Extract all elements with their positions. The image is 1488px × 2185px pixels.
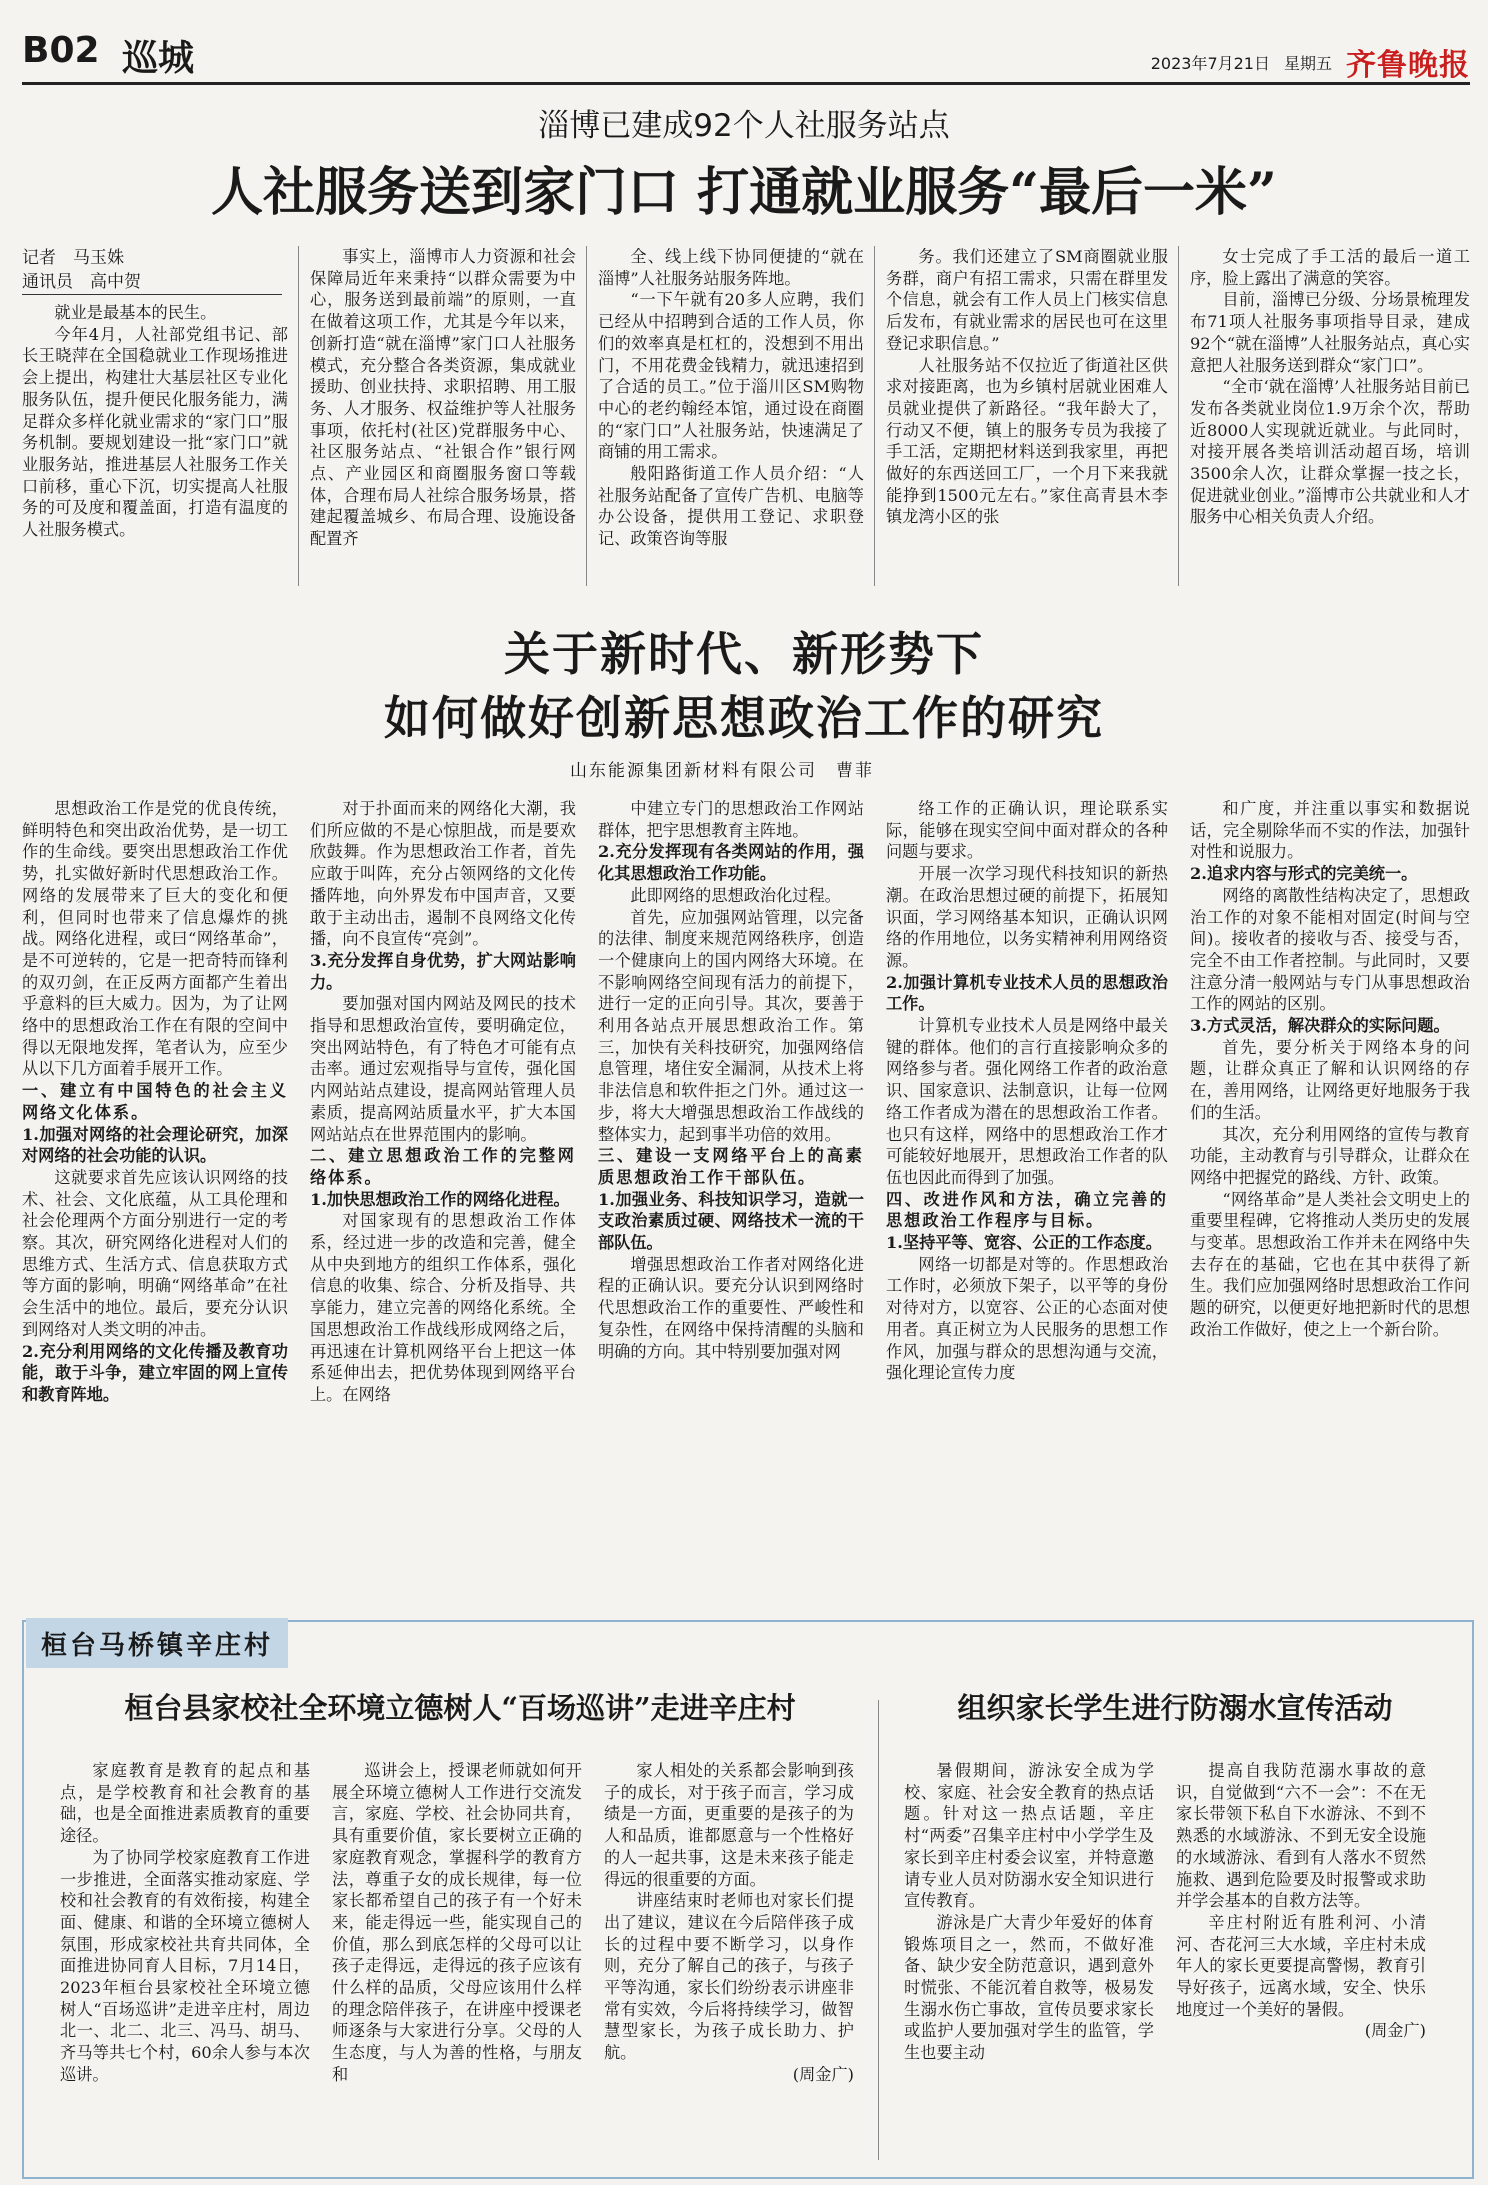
paragraph: 游泳是广大青少年爱好的体育锻炼项目之一，然而，不做好准备、缺少安全防范意识，遇到意外时慌张、不能沉着自救等，极易发生溺水伤亡事故，宣传员要求家长或监护人要加强对学生的监管，学生也要主动 (904, 1912, 1154, 2063)
paragraph: 就业是最基本的民生。 (54, 303, 217, 322)
paragraph: 中建立专门的思想政治工作网站群体，把宇思想教育主阵地。 (598, 799, 864, 840)
subheading: 2.充分发挥现有各类网站的作用，强化其思想政治工作功能。 (598, 842, 864, 884)
paragraph: 务。我们还建立了SM商圈就业服务群，商户有招工需求，只需在群里发个信息，就会有工作人员上门核实信息后发布，有就业需求的居民也可在这里登记求职信息。” (886, 247, 1168, 353)
article2-column-3 (598, 798, 864, 1590)
box-left-column-2 (332, 1760, 582, 2158)
article-signature: (周金广) (792, 2064, 854, 2084)
paragraph: 事实上，淄博市人力资源和社会保障局近年来秉持“以群众需要为中心，服务送到最前端”的原则，一直在做着这项工作，尤其是今年以来，创新打造“就在淄博”家门口人社服务模式，充分整合各类资源，集成就业援助、创业扶持、求职招聘、用工服务、人才服务、权益维护等人社服务事项，依托村(社区)党群服务中心、社区服务站点、“社银合作”银行网点、产业园区和商圈服务窗口等载体，合理布局人社综合服务场景，搭建起覆盖城乡、布局合理、设施设备配置齐 (310, 247, 576, 549)
subheading: 三、建设一支网络平台上的高素质思想政治工作干部队伍。 (598, 1146, 864, 1187)
subheading: 四、改进作风和方法，确立完善的思想政治工作程序与目标。 (886, 1189, 1168, 1231)
paragraph: 辛庄村附近有胜利河、小清河、杏花河三大水域，辛庄村未成年人的家长更要提高警惕，教育引导好孩子，远离水域，安全、快乐地度过一个美好的暑假。 (1176, 1912, 1426, 2019)
subheading: 1.加快思想政治工作的网络化进程。 (310, 1189, 570, 1209)
article2-author: 山东能源集团新材料有限公司 曹菲 (570, 761, 874, 781)
paragraph: 人社服务站不仅拉近了街道社区供求对接距离，也为乡镇村居就业困难人员就业提供了新路径。“我年龄大了，行动又不便，镇上的服务专员为我接了手工活，定期把材料送到我家里，再把做好的东西送回工厂，一个月下来我就能挣到1500元左右。”家住高青县木李镇龙湾小区的张 (886, 355, 1168, 527)
paragraph: 全、线上线下协同便捷的“就在淄博”人社服务站服务阵地。 (598, 247, 864, 288)
byline-reporter: 记者 马玉姝 (22, 248, 124, 268)
paragraph: 首先，应加强网站管理，以完备的法律、制度来规范网络秩序，创造一个健康向上的国内网络大环境。在不影响网络空间现有活力的前提下，进行一定的正向引导。其次，要善于利用各站点开展思想政治工作。第三，加快有关科技研究，加强网络信息管理，堵住安全漏洞，从技术上将非法信息和软件拒之门外。通过这一步，将大大增强思想政治工作战线的整体实力，起到事半功倍的效用。 (598, 907, 864, 1144)
paragraph: 和广度，并注重以事实和数据说话，完全剔除华而不实的作法，加强针对性和说服力。 (1190, 799, 1470, 862)
column-divider (298, 246, 299, 586)
paragraph: 网络的离散性结构决定了，思想政治工作的对象不能相对固定(时间与空间)。接收者的接收与否、接受与否，完全不由工作者控制。与此同时，又要注意分清一般网站与专门从事思想政治工作的网站的区别。 (1190, 885, 1470, 1014)
paragraph: 讲座结束时老师也对家长们提出了建议，建议在今后陪伴孩子成长的过程中要不断学习，以身作则，充分了解自己的孩子，与孩子平等沟通，家长们纷纷表示讲座非常有实效，今后将持续学习，做智慧型家长，为孩子成长助力、护航。 (604, 1891, 854, 2063)
article2-headline-line1: 关于新时代、新形势下 (504, 627, 984, 681)
paper-logo: 齐鲁晚报 (1346, 48, 1470, 83)
paragraph: 家庭教育是教育的起点和基点，是学校教育和社会教育的基础，也是全面推进素质教育的重要途径。 (60, 1761, 310, 1846)
section-name: 巡城 (122, 37, 195, 79)
article2-column-1 (22, 798, 288, 1590)
paragraph: 网络一切都是对等的。作思想政治工作时，必须放下架子，以平等的身份对待对方，以宽容、公正的心态面对使用者。真正树立为人民服务的思想工作作风，加强与群众的思想沟通与交流，强化理论宣传力度 (886, 1254, 1168, 1383)
paragraph: 巡讲会上，授课老师就如何开展全环境立德树人工作进行交流发言，家庭、学校、社会协同共育，具有重要价值，家长要树立正确的家庭教育观念，掌握科学的教育方法，尊重子女的成长规律，每一位家长都希望自己的孩子有一个好未来，能走得远一些，能实现自己的价值，那么到底怎样的父母可以让孩子走得远，走得远的孩子应该有什么样的品质，父母应该用什么样的理念陪伴孩子，在讲座中授课老师逐条与大家进行分享。父母的人生态度，与人为善的性格，与朋友和 (332, 1761, 582, 2084)
box-left-column-3 (604, 1760, 854, 2158)
article1-column-4 (886, 246, 1168, 592)
paragraph: 计算机专业技术人员是网络中最关键的群体。他们的言行直接影响众多的网络参与者。强化网络工作者的政治意识、国家意识、法制意识，让每一位网络工作者成为潜在的思想政治工作者。也只有这样，网络中的思想政治工作才可能较好地展开，思想政治工作者的队伍也因此而得到了加强。 (886, 1016, 1168, 1187)
paragraph: “一下午就有20多人应聘，我们已经从中招聘到合适的工作人员，你们的效率真是杠杠的，没想到不用出门，不用花费金钱精力，就迅速招到了合适的员工。”位于淄川区SM购物中心的老约翰经本馆，通过设在商圈的“家门口”人社服务站，快速满足了商铺的用工需求。 (598, 290, 864, 462)
article1-column-3 (598, 246, 864, 592)
column-divider (1178, 246, 1179, 586)
paragraph: “网络革命”是人类社会文明史上的重要里程碑，它将推动人类历史的发展与变革。思想政治工作并未在网络中失去存在的基础，它也在其中获得了新生。我们应加强网络时思想政治工作问题的研究，以便更好地把新时代的思想政治工作做好，使之上一个新台阶。 (1190, 1189, 1470, 1339)
subheading: 2.追求内容与形式的完美统一。 (1190, 864, 1418, 884)
paragraph: 目前，淄博已分级、分场景梳理发布71项人社服务事项指导目录，建成92个“就在淄博”人社服务站点，真心实意把人社服务送到群众“家门口”。 (1190, 290, 1470, 375)
article2-column-5 (1190, 798, 1470, 1590)
column-divider (586, 246, 587, 586)
page-number: B02 (22, 30, 100, 71)
box-right-headline: 组织家长学生进行防溺水宣传活动 (957, 1691, 1393, 1725)
subheading: 2.充分利用网络的文化传播及教育功能，敢于斗争，建立牢固的网上宣传和教育阵地。 (22, 1341, 288, 1404)
paragraph: “全市‘就在淄博’人社服务站目前已发布各类就业岗位1.9万余个次，帮助近8000人实现就近就业。与此同时，对接开展各类培训活动超百场，培训3500余人次，让群众掌握一技之长，促进就业创业。”淄博市公共就业和人才服务中心相关负责人介绍。 (1190, 377, 1470, 527)
paragraph: 般阳路街道工作人员介绍：“人社服务站配备了宣传广告机、电脑等办公设备，提供用工登记、求职登记、政策咨询等服 (598, 464, 864, 549)
article1-column-1 (22, 302, 288, 592)
article1-headline: 人社服务送到家门口 打通就业服务“最后一米” (211, 162, 1277, 223)
issue-weekday: 星期五 (1283, 53, 1332, 73)
subheading: 二、建立思想政治工作的完整网络体系。 (310, 1146, 576, 1187)
paragraph: 今年4月，人社部党组书记、部长王晓萍在全国稳就业工作现场推进会上提出，构建壮大基层社区专业化服务队伍，提升便民化服务能力，满足群众多样化就业需求的“家门口”服务机制。要规划建设一批“家门口”就业服务站，推进基层人社服务工作关口前移，重心下沉，切实提高人社服务的可及度和覆盖面，打造有温度的人社服务模式。 (22, 324, 288, 540)
box-left-headline: 桓台县家校社全环境立德树人“百场巡讲”走进辛庄村 (124, 1691, 796, 1725)
article2-headline-line2: 如何做好创新思想政治工作的研究 (384, 691, 1104, 745)
paragraph: 此即网络的思想政治化过程。 (630, 885, 841, 905)
paragraph: 提高自我防范溺水事故的意识，自觉做到“六不一会”：不在无家长带领下私自下水游泳、不到不熟悉的水域游泳、不到无安全设施的水域游泳、看到有人落水不贸然施救、遇到危险要及时报警或求助并学会基本的自救方法等。 (1176, 1761, 1426, 1911)
paragraph: 家人相处的关系都会影响到孩子的成长，对于孩子而言，学习成绩是一方面，更重要的是孩子的为人和品质，谁都愿意与一个性格好的人一起共事，这是未来孩子能走得远的很重要的方面。 (604, 1761, 854, 1889)
subheading: 3.方式灵活，解决群众的实际问题。 (1190, 1016, 1450, 1036)
article1-column-2 (310, 246, 576, 592)
paragraph: 这就要求首先应该认识网络的技术、社会、文化底蕴，从工具伦理和社会伦理两个方面分别进行一定的考察。其次，研究网络化进程对人们的思维方式、生活方式、信息获取方式等方面的影响，明确“网络革命”在社会生活中的地位。最后，要充分认识到网络对人类文明的冲击。 (22, 1167, 288, 1339)
paragraph: 要加强对国内网站及网民的技术指导和思想政治宣传，要明确定位，突出网站特色，有了特色才可能有点击率。通过宏观指导与宣传，强化国内网站站点建设，提高网站管理人员素质，提高网站质量水平，扩大本国网站站点在世界范围内的影响。 (310, 994, 576, 1144)
subheading: 1.加强业务、科技知识学习，造就一支政治素质过硬、网络技术一流的干部队伍。 (598, 1189, 864, 1253)
paragraph: 对于扑面而来的网络化大潮，我们所应做的不是心惊胆战，而是要欢欣鼓舞。作为思想政治工作者，首先应敢于叫阵，充分占领网络的文化传播阵地，向外界发布中国声音，又要敢于主动出击，遏制不良网络文化传播，向不良宣传“亮剑”。 (310, 799, 576, 949)
article1-kicker: 淄博已建成92个人社服务站点 (538, 108, 950, 144)
byline-correspondent: 通讯员 高中贺 (22, 272, 141, 292)
paragraph: 思想政治工作是党的优良传统，鲜明特色和突出政治优势，是一切工作的生命线。要突出思想政治工作优势，扎实做好新时代思想政治工作。网络的发展带来了巨大的变化和便利，但同时也带来了信息爆炸的挑战。网络化进程，或曰“网络革命”，是不可逆转的，它是一把奇特而锋利的双刃剑，在正反两方面都产生着出乎意料的巨大威力。因为，为了让网络中的思想政治工作在有限的空间中得以无限地发挥，笔者认为，应至少从以下几方面着手展开工作。 (22, 799, 288, 1079)
box-right-column-1 (904, 1760, 1154, 2158)
article2-column-4 (886, 798, 1168, 1590)
paragraph: 开展一次学习现代科技知识的新热潮。在政治思想过硬的前提下，拓展知识面，学习网络基本知识，正确认识网络的作用地位，以务实精神利用网络资源。 (886, 864, 1168, 970)
article-signature: (周金广) (1364, 2021, 1426, 2041)
paragraph: 为了协同学校家庭教育工作进一步推进，全面落实推动家庭、学校和社会教育的有效衔接，构建全面、健康、和谐的全环境立德树人氛围，形成家校社共育共同体，全面推进协同育人目标，7月14日，2023年桓台县家校社全环境立德树人“百场巡讲”走进辛庄村，周边北一、北二、北三、冯马、胡马、齐马等共七个村，60余人参与本次巡讲。 (60, 1847, 310, 2084)
column-divider (874, 246, 875, 586)
subheading: 1.坚持平等、宽容、公正的工作态度。 (886, 1233, 1162, 1253)
box-right-column-2 (1176, 1760, 1426, 2158)
box-divider (878, 1700, 879, 2160)
subheading: 3.充分发挥自身优势，扩大网站影响力。 (310, 950, 576, 992)
box-left-column-1 (60, 1760, 310, 2158)
issue-date: 2023年7月21日 (1150, 53, 1270, 73)
paragraph: 首先，要分析关于网络本身的问题，让群众真正了解和认识网络的存在，善用网络，让网络更好地服务于我们的生活。 (1190, 1037, 1470, 1122)
paragraph: 其次，充分利用网络的宣传与教育功能，主动教育与引导群众，让群众在网络中把握党的路线、方针、政策。 (1190, 1124, 1470, 1187)
article1-column-5 (1190, 246, 1470, 592)
paragraph: 络工作的正确认识，理论联系实际，能够在现实空间中面对群众的各种问题与要求。 (886, 799, 1168, 862)
article2-column-2 (310, 798, 576, 1590)
subheading: 1.加强对网络的社会理论研究，加深对网络的社会功能的认识。 (22, 1124, 288, 1166)
paragraph: 增强思想政治工作者对网络化进程的正确认识。要充分认识到网络时代思想政治工作的重要性、严峻性和复杂性，在网络中保持清醒的头脑和明确的方向。其中特别要加强对网 (598, 1254, 864, 1361)
page-header (22, 24, 1470, 85)
masthead-right (1151, 40, 1470, 84)
article1-byline (22, 246, 282, 295)
subheading: 一、建立有中国特色的社会主义网络文化体系。 (22, 1081, 288, 1122)
paragraph: 女士完成了手工活的最后一道工序，脸上露出了满意的笑容。 (1190, 247, 1470, 288)
village-tag: 桓台马桥镇辛庄村 (26, 1618, 288, 1668)
paragraph: 对国家现有的思想政治工作体系，经过进一步的改造和完善，健全从中央到地方的组织工作体系，强化信息的收集、综合、分析及指导、共享能力，建立完善的网络化系统。全国思想政治工作战线形成网络之后，再迅速在计算机网络平台上把这一体系延伸出去，把优势体现到网络平台上。在网络 (310, 1211, 576, 1404)
subheading: 2.加强计算机专业技术人员的思想政治工作。 (886, 972, 1168, 1014)
paragraph: 暑假期间，游泳安全成为学校、家庭、社会安全教育的热点话题。针对这一热点话题，辛庄村“两委”召集辛庄村中小学学生及家长到辛庄村委会议室，并特意邀请专业人员对防溺水安全知识进行宣传教育。 (904, 1761, 1154, 1911)
